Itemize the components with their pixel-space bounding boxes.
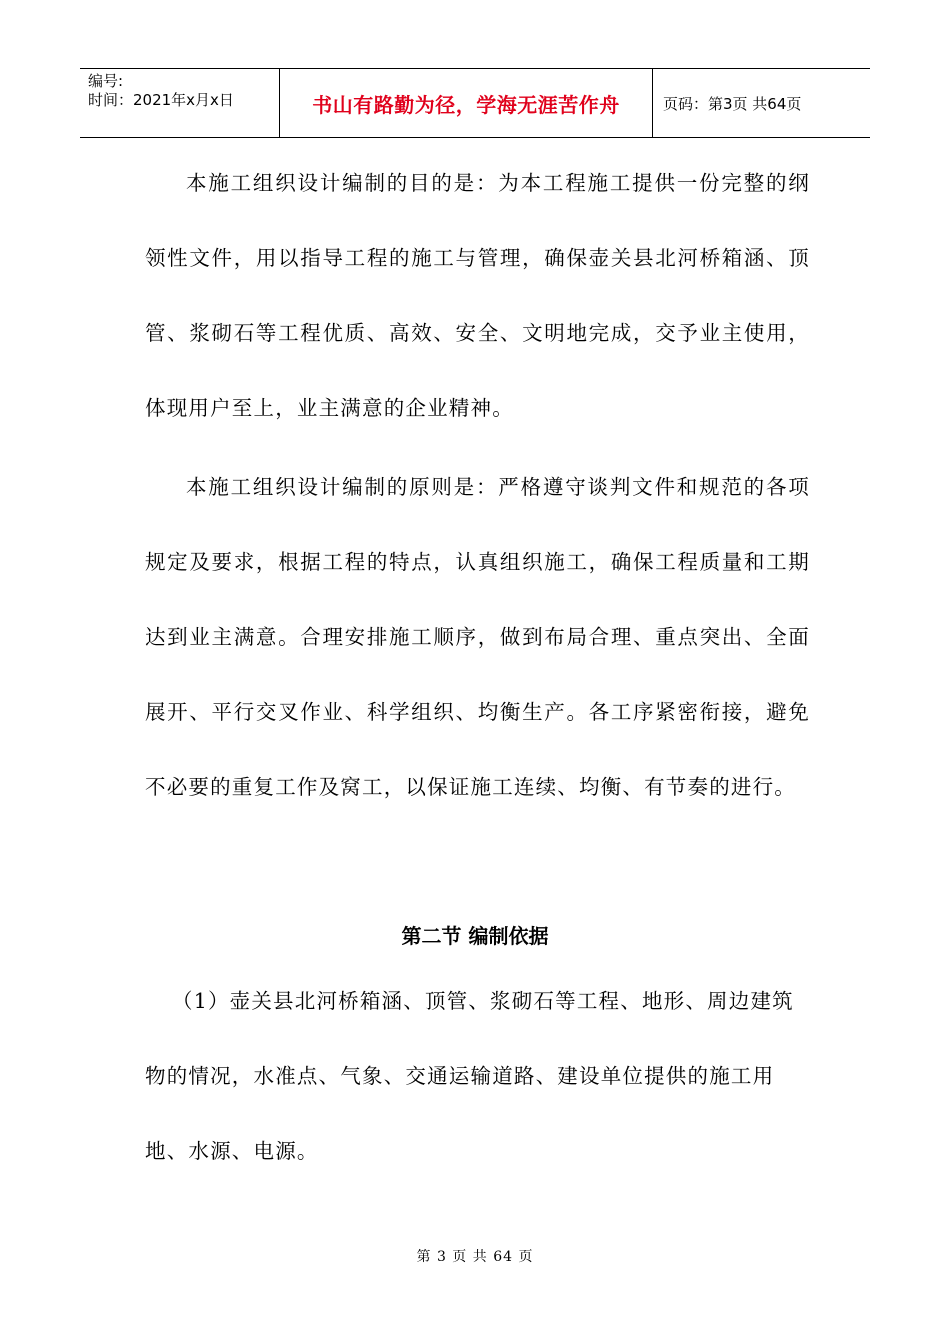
document-number-label: 编号: [88, 72, 124, 90]
header-motto: 书山有路勤为径，学海无涯苦作舟 [280, 69, 653, 137]
paragraph-purpose: 本施工组织设计编制的目的是：为本工程施工提供一份完整的纲领性文件，用以指导工程的施工与管理，确保壶关县北河桥箱涵、顶管、浆砌石等工程优质、高效、安全、文明地完成，交予业主使用，体现用户至上，业主满意的企业精神。 [145, 171, 810, 420]
page-header [80, 68, 870, 138]
basis-item-1-text: （1）壶关县北河桥箱涵、顶管、浆砌石等工程、地形、周边建筑物的情况，水准点、气象、交通运输道路、建设单位提供的施工用地、水源、电源。 [145, 989, 794, 1163]
header-page-info: 页码：第3页 共64页 [663, 94, 802, 113]
basis-item-1 [145, 964, 810, 1189]
page-footer: 第 3 页 共 64 页 [416, 1249, 534, 1265]
header-meta [80, 69, 280, 137]
section-title: 第二节 编制依据 [401, 924, 549, 948]
paragraph-principles: 本施工组织设计编制的原则是：严格遵守谈判文件和规范的各项规定及要求，根据工程的特点，认真组织施工，确保工程质量和工期达到业主满意。合理安排施工顺序，做到布局合理、重点突出、全面展开、平行交叉作业、科学组织、均衡生产。各工序紧密衔接，避免不必要的重复工作及窝工，以保证施工连续、均衡、有节奏的进行。 [145, 475, 810, 799]
document-time: 时间：2021年x月x日 [88, 91, 234, 109]
